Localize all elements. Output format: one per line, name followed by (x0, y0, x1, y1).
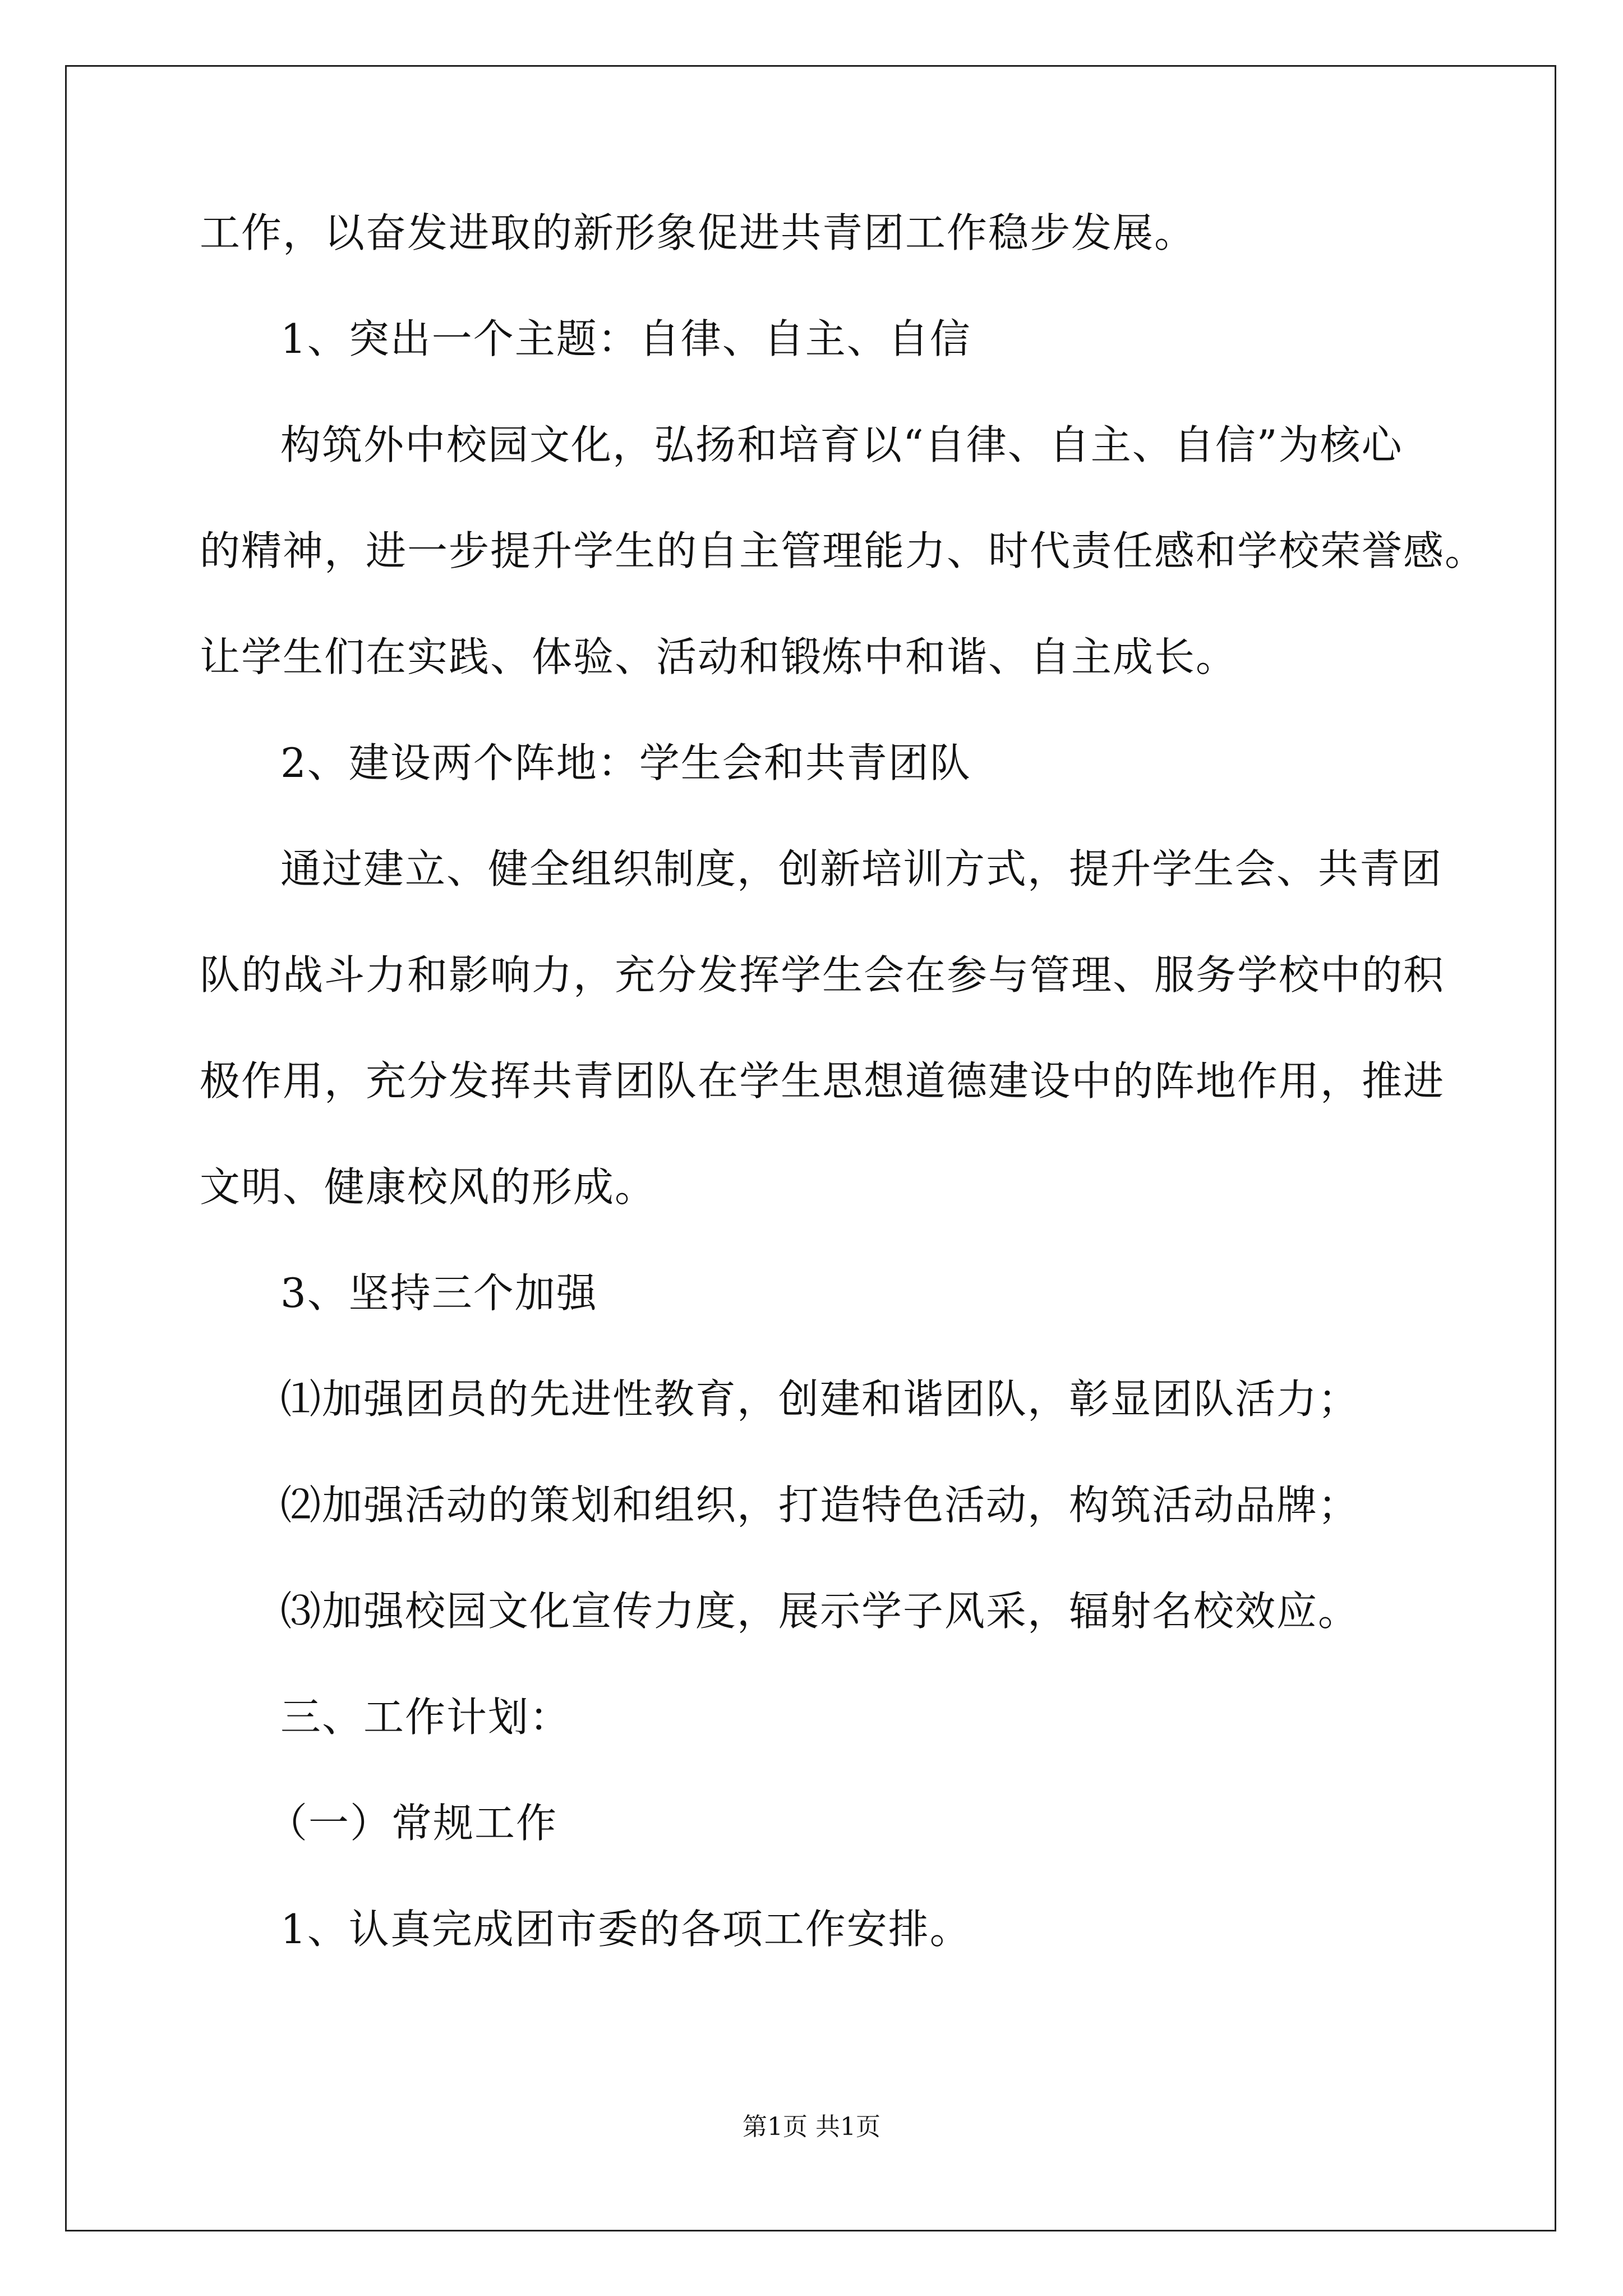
text-line-14: ⑶加强校园文化宣传力度，展示学子风采，辐射名校效应。 (280, 1588, 1360, 1635)
text-line-10: 文明、健康校风的形成。 (200, 1163, 657, 1211)
text-line-4: 的精神，进一步提升学生的自主管理能力、时代责任感和学校荣誉感。 (200, 527, 1487, 574)
text-line-13: ⑵加强活动的策划和组织，打造特色活动，构筑活动品牌； (280, 1481, 1360, 1529)
text-line-8: 队的战斗力和影响力，充分发挥学生会在参与管理、服务学校中的积 (200, 951, 1445, 999)
text-line-3: 构筑外中校园文化，弘扬和培育以“自律、自主、自信”为核心 (280, 421, 1403, 468)
text-line-2: 1、突出一个主题：自律、自主、自信 (280, 315, 971, 362)
text-line-5: 让学生们在实践、体验、活动和锻炼中和谐、自主成长。 (200, 633, 1238, 680)
page-footer: 第1页 共1页 (743, 2113, 880, 2141)
text-line-7: 通过建立、健全组织制度，创新培训方式，提升学生会、共青团 (280, 845, 1443, 892)
text-line-12: ⑴加强团员的先进性教育，创建和谐团队，彰显团队活力； (280, 1375, 1360, 1423)
text-line-11: 3、坚持三个加强 (280, 1269, 598, 1317)
text-line-1: 工作，以奋发进取的新形象促进共青团工作稳步发展。 (200, 209, 1196, 256)
text-line-15: 三、工作计划： (280, 1694, 571, 1741)
text-line-16: （一）常规工作 (267, 1800, 558, 1847)
text-line-17: 1、认真完成团市委的各项工作安排。 (280, 1906, 971, 1953)
text-line-9: 极作用，充分发挥共青团队在学生思想道德建设中的阵地作用，推进 (200, 1057, 1445, 1105)
text-line-6: 2、建设两个阵地：学生会和共青团队 (280, 739, 971, 786)
